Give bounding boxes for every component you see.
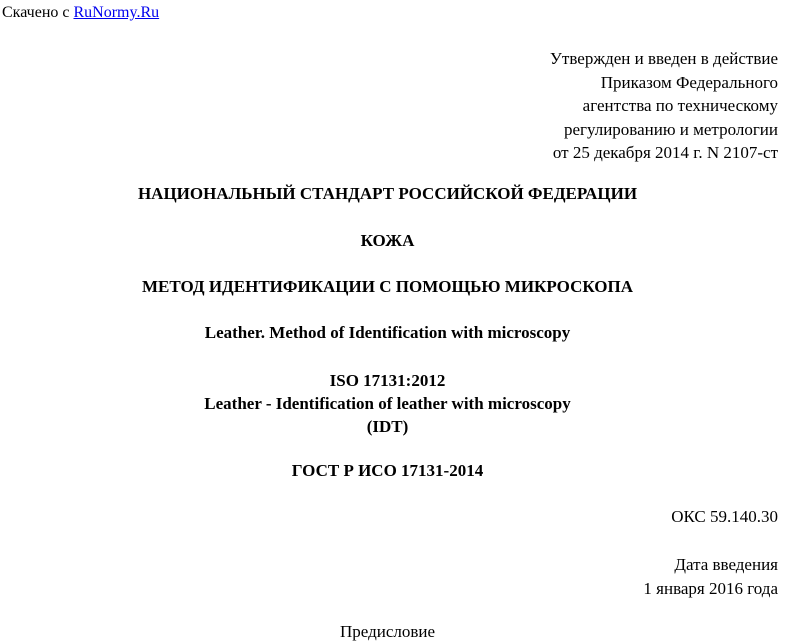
introduction-label: Дата введения: [674, 555, 778, 574]
iso-reference: [0, 369, 775, 438]
method-title-ru: МЕТОД ИДЕНТИФИКАЦИИ С ПОМОЩЬЮ МИКРОСКОПА: [142, 277, 633, 296]
iso-number: ISO 17131:2012: [329, 371, 446, 390]
approval-line: Утвержден и введен в действие: [549, 49, 778, 68]
source-prefix: Скачено с: [2, 4, 74, 21]
source-line: [2, 4, 159, 22]
gost-number: ГОСТ Р ИСО 17131-2014: [291, 461, 484, 480]
introduction-date-block: [643, 553, 778, 600]
approval-line: агентства по техническому: [582, 96, 778, 115]
approval-line: Приказом Федерального: [600, 72, 778, 92]
oks-code: ОКС 59.140.30: [671, 507, 778, 526]
introduction-date: 1 января 2016 года: [643, 578, 778, 598]
approval-line: регулированию и метрологии: [563, 119, 778, 139]
iso-title: Leather - Identification of leather with microscopy: [204, 394, 571, 413]
national-standard-title: НАЦИОНАЛЬНЫЙ СТАНДАРТ РОССИЙСКОЙ ФЕДЕРАЦИИ: [137, 184, 638, 203]
approval-block: [550, 47, 778, 165]
preface-heading: Предисловие: [339, 622, 436, 641]
subject-title: КОЖА: [360, 231, 415, 250]
source-link[interactable]: RuNormy.Ru: [73, 4, 160, 21]
approval-line: от 25 декабря 2014 г. N 2107-ст: [552, 143, 778, 162]
method-title-en: Leather. Method of Identification with microscopy: [204, 323, 571, 342]
iso-equivalence: (IDT): [366, 417, 409, 436]
